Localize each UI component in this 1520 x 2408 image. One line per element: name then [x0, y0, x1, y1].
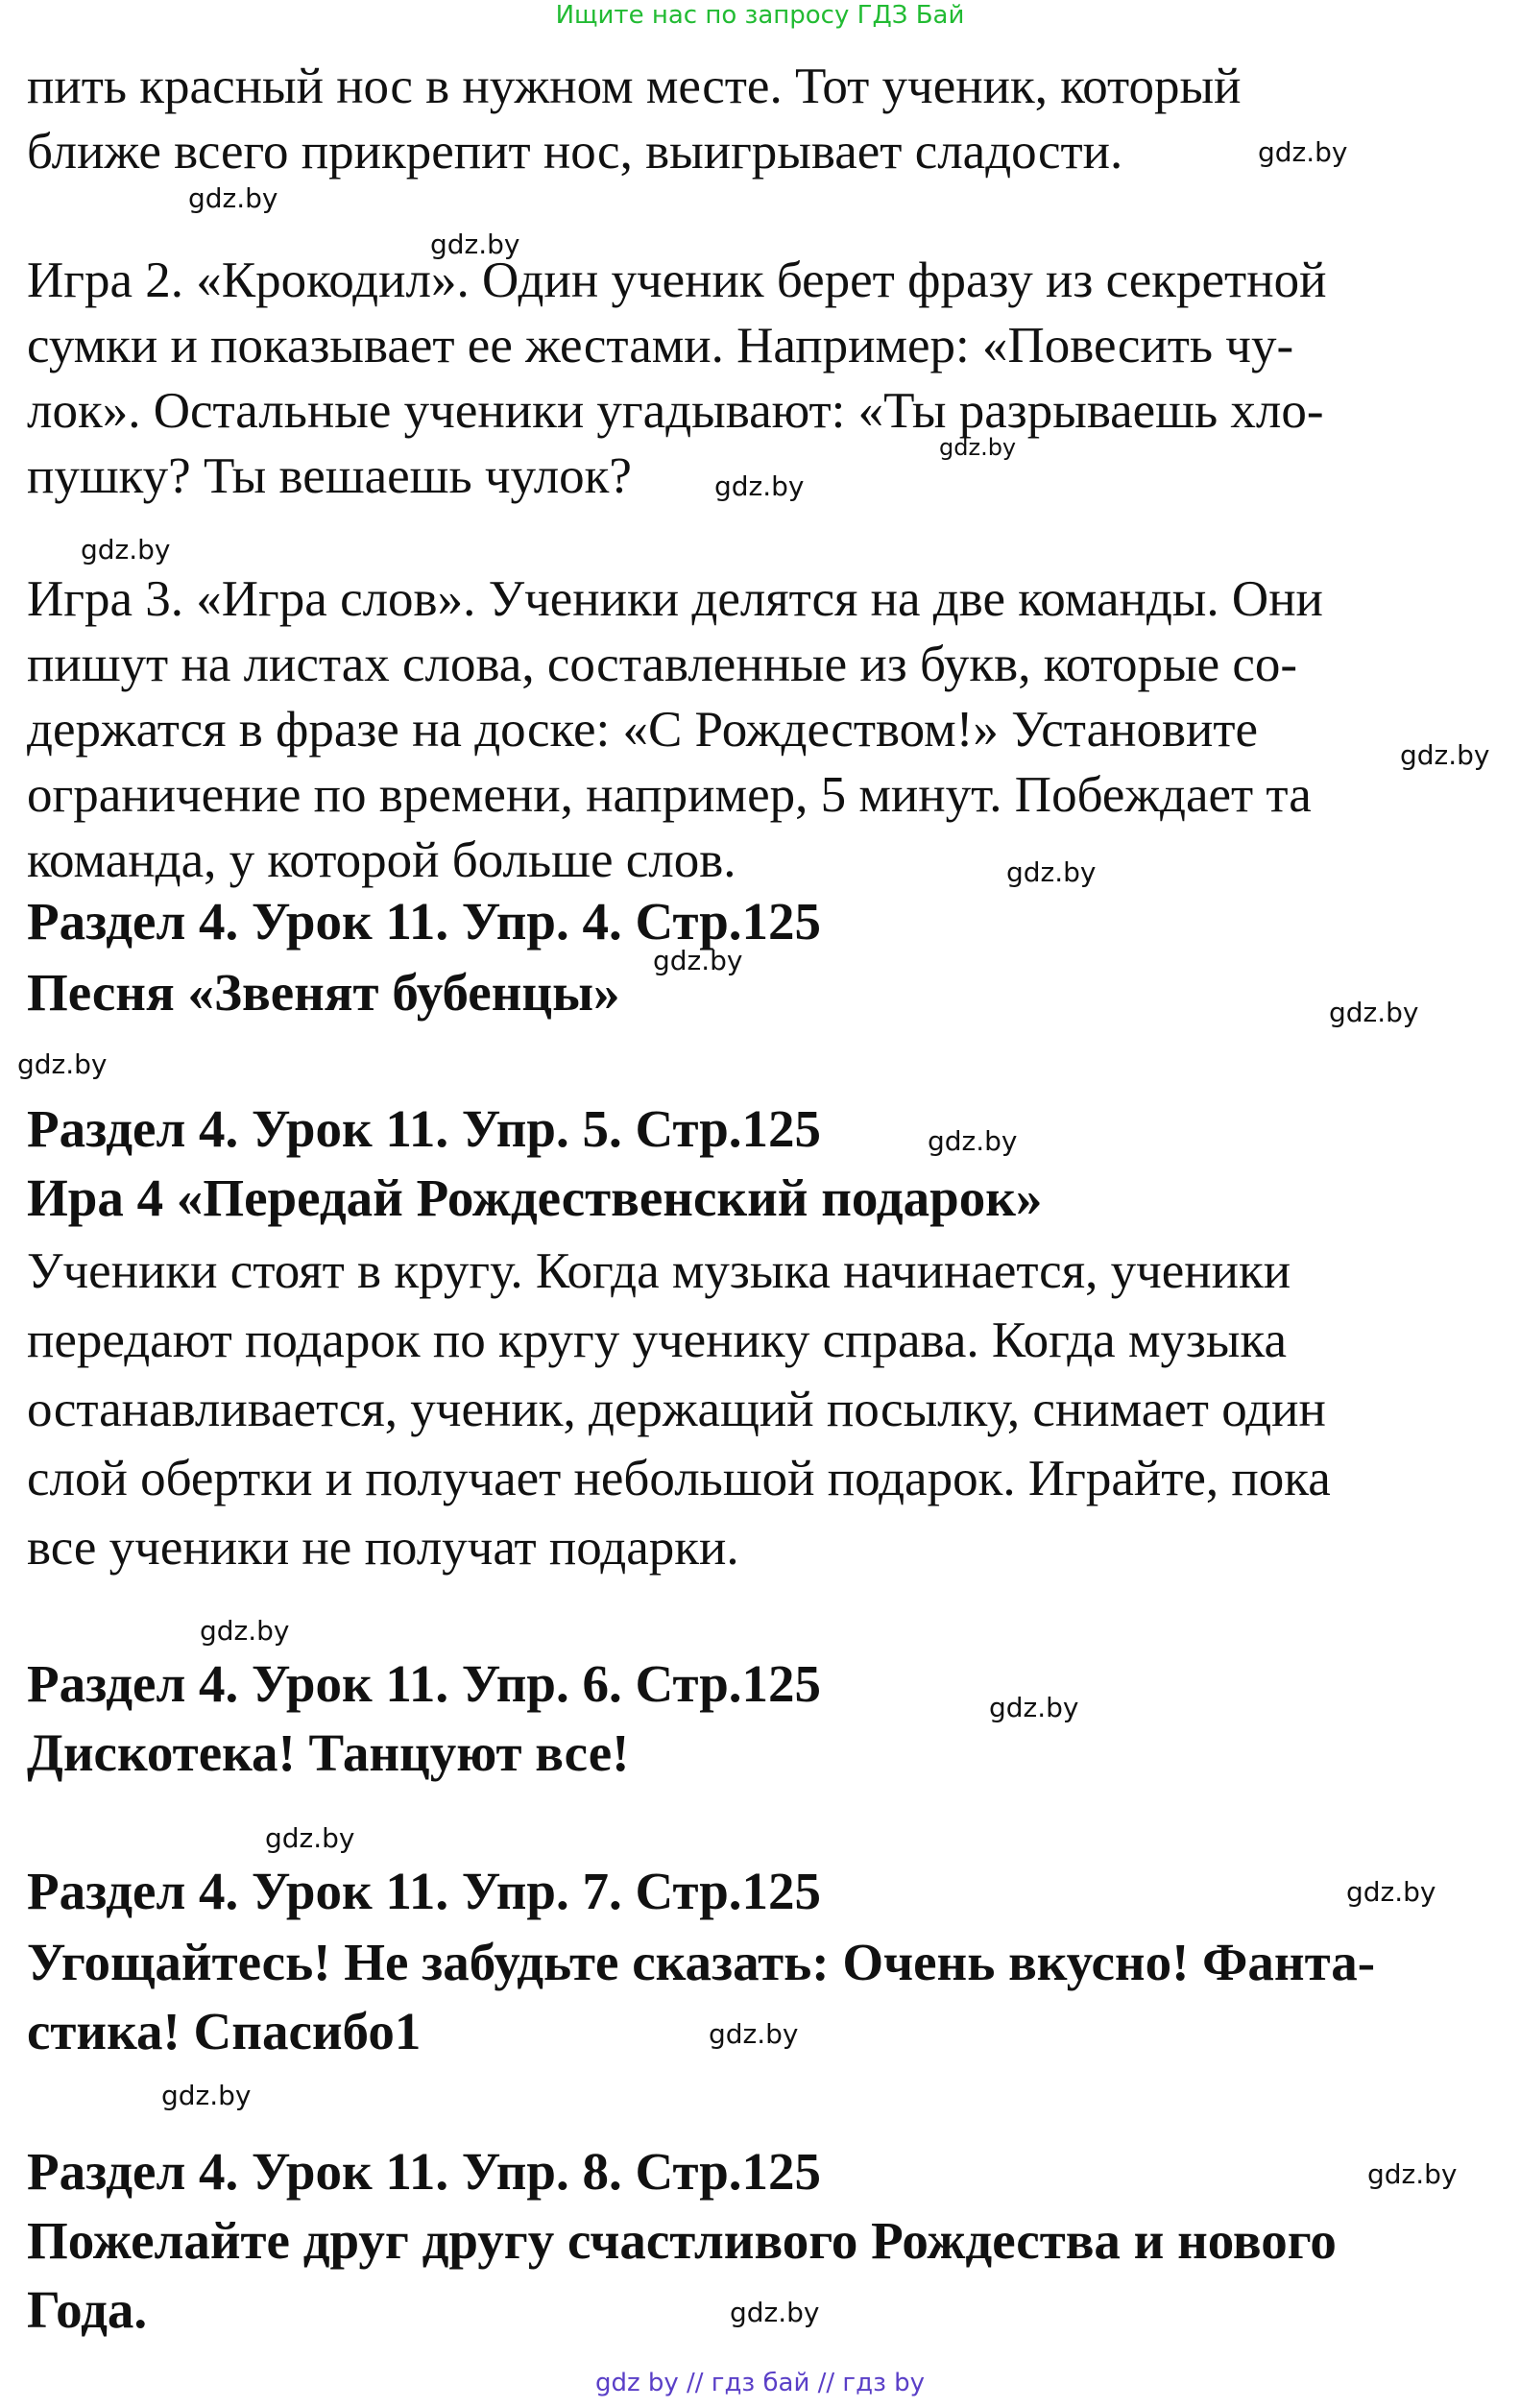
watermark: gdz.by — [265, 1822, 355, 1854]
text-line: Пожелайте друг другу счастливого Рождества и нового — [27, 2211, 1337, 2270]
text-line: сумки и показывает ее жестами. Например: «Повесить чу- — [27, 318, 1294, 373]
text-line: Игра 2. «Крокодил». Один ученик берет фразу из секретной — [27, 253, 1327, 308]
exercise-7-body — [27, 1928, 1375, 2066]
watermark: gdz.by — [161, 2080, 252, 2111]
watermark: gdz.by — [1329, 997, 1419, 1028]
exercise-7-title: Раздел 4. Урок 11. Упр. 7. Стр.125 — [27, 1862, 822, 1920]
text-line: слой обертки и получает небольшой подарок. Играйте, пока — [27, 1451, 1331, 1506]
text-line: Ученики стоят в кругу. Когда музыка начинается, ученики — [27, 1243, 1291, 1299]
exercise-6-title: Раздел 4. Урок 11. Упр. 6. Стр.125 — [27, 1654, 822, 1713]
game3-paragraph — [27, 566, 1496, 893]
footer-banner: gdz by // гдз бай // гдз by — [594, 2369, 926, 2397]
exercise-5-title: Раздел 4. Урок 11. Упр. 5. Стр.125 — [27, 1099, 822, 1158]
watermark: gdz.by — [1258, 136, 1348, 168]
watermark: gdz.by — [17, 1048, 108, 1080]
watermark: gdz.by — [714, 470, 805, 502]
watermark: gdz.by — [1400, 739, 1490, 771]
text-line: ближе всего прикрепит нос, выигрывает сладости. — [27, 124, 1123, 180]
exercise-6-subtitle: Дискотека! Танцуют все! — [27, 1723, 630, 1782]
header-banner: Ищите нас по запросу ГДЗ Бай — [555, 1, 965, 30]
exercise-5-body — [27, 1237, 1496, 1582]
text-line: лок». Остальные ученики угадывают: «Ты разрываешь хло- — [27, 383, 1324, 439]
watermark: gdz.by — [928, 1125, 1018, 1157]
text-line: команда, у которой больше слов. — [27, 832, 736, 888]
watermark: gdz.by — [1367, 2158, 1458, 2190]
exercise-4-subtitle: Песня «Звенят бубенцы» — [27, 963, 620, 1022]
text-line: держатся в фразе на доске: «С Рождеством!» Установите — [27, 702, 1259, 758]
watermark: gdz.by — [709, 2018, 799, 2050]
text-line: передают подарок по кругу ученику справа. Когда музыка — [27, 1312, 1288, 1368]
watermark: gdz.by — [989, 1692, 1079, 1723]
exercise-8-title: Раздел 4. Урок 11. Упр. 8. Стр.125 — [27, 2142, 822, 2201]
text-line: Года. — [27, 2280, 148, 2339]
text-line: все ученики не получат подарки. — [27, 1520, 739, 1576]
text-line: пушку? Ты вешаешь чулок? — [27, 448, 632, 504]
text-line: стика! Спасибо1 — [27, 2002, 422, 2060]
watermark: gdz.by — [730, 2297, 820, 2328]
watermark: gdz.by — [1006, 856, 1097, 888]
watermark: gdz.by — [939, 434, 1017, 461]
watermark: gdz.by — [653, 945, 743, 976]
text-line: пишут на листах слова, составленные из букв, которые со- — [27, 637, 1298, 692]
watermark: gdz.by — [188, 182, 278, 214]
exercise-8-body — [27, 2206, 1337, 2345]
watermark: gdz.by — [81, 534, 171, 566]
watermark: gdz.by — [430, 229, 520, 260]
text-line: Игра 3. «Игра слов». Ученики делятся на две команды. Они — [27, 571, 1323, 627]
text-line: пить красный нос в нужном месте. Тот ученик, который — [27, 59, 1242, 114]
text-line: Угощайтесь! Не забудьте сказать: Очень вкусно! Фанта- — [27, 1933, 1376, 1991]
text-line: ограничение по времени, например, 5 минут. Побеждает та — [27, 767, 1312, 823]
exercise-4-title: Раздел 4. Урок 11. Упр. 4. Стр.125 — [27, 892, 822, 951]
watermark: gdz.by — [200, 1615, 290, 1647]
exercise-5-subtitle: Ира 4 «Передай Рождественский подарок» — [27, 1168, 1043, 1227]
watermark: gdz.by — [1346, 1876, 1436, 1908]
text-line: останавливается, ученик, держащий посылку, снимает один — [27, 1382, 1326, 1437]
